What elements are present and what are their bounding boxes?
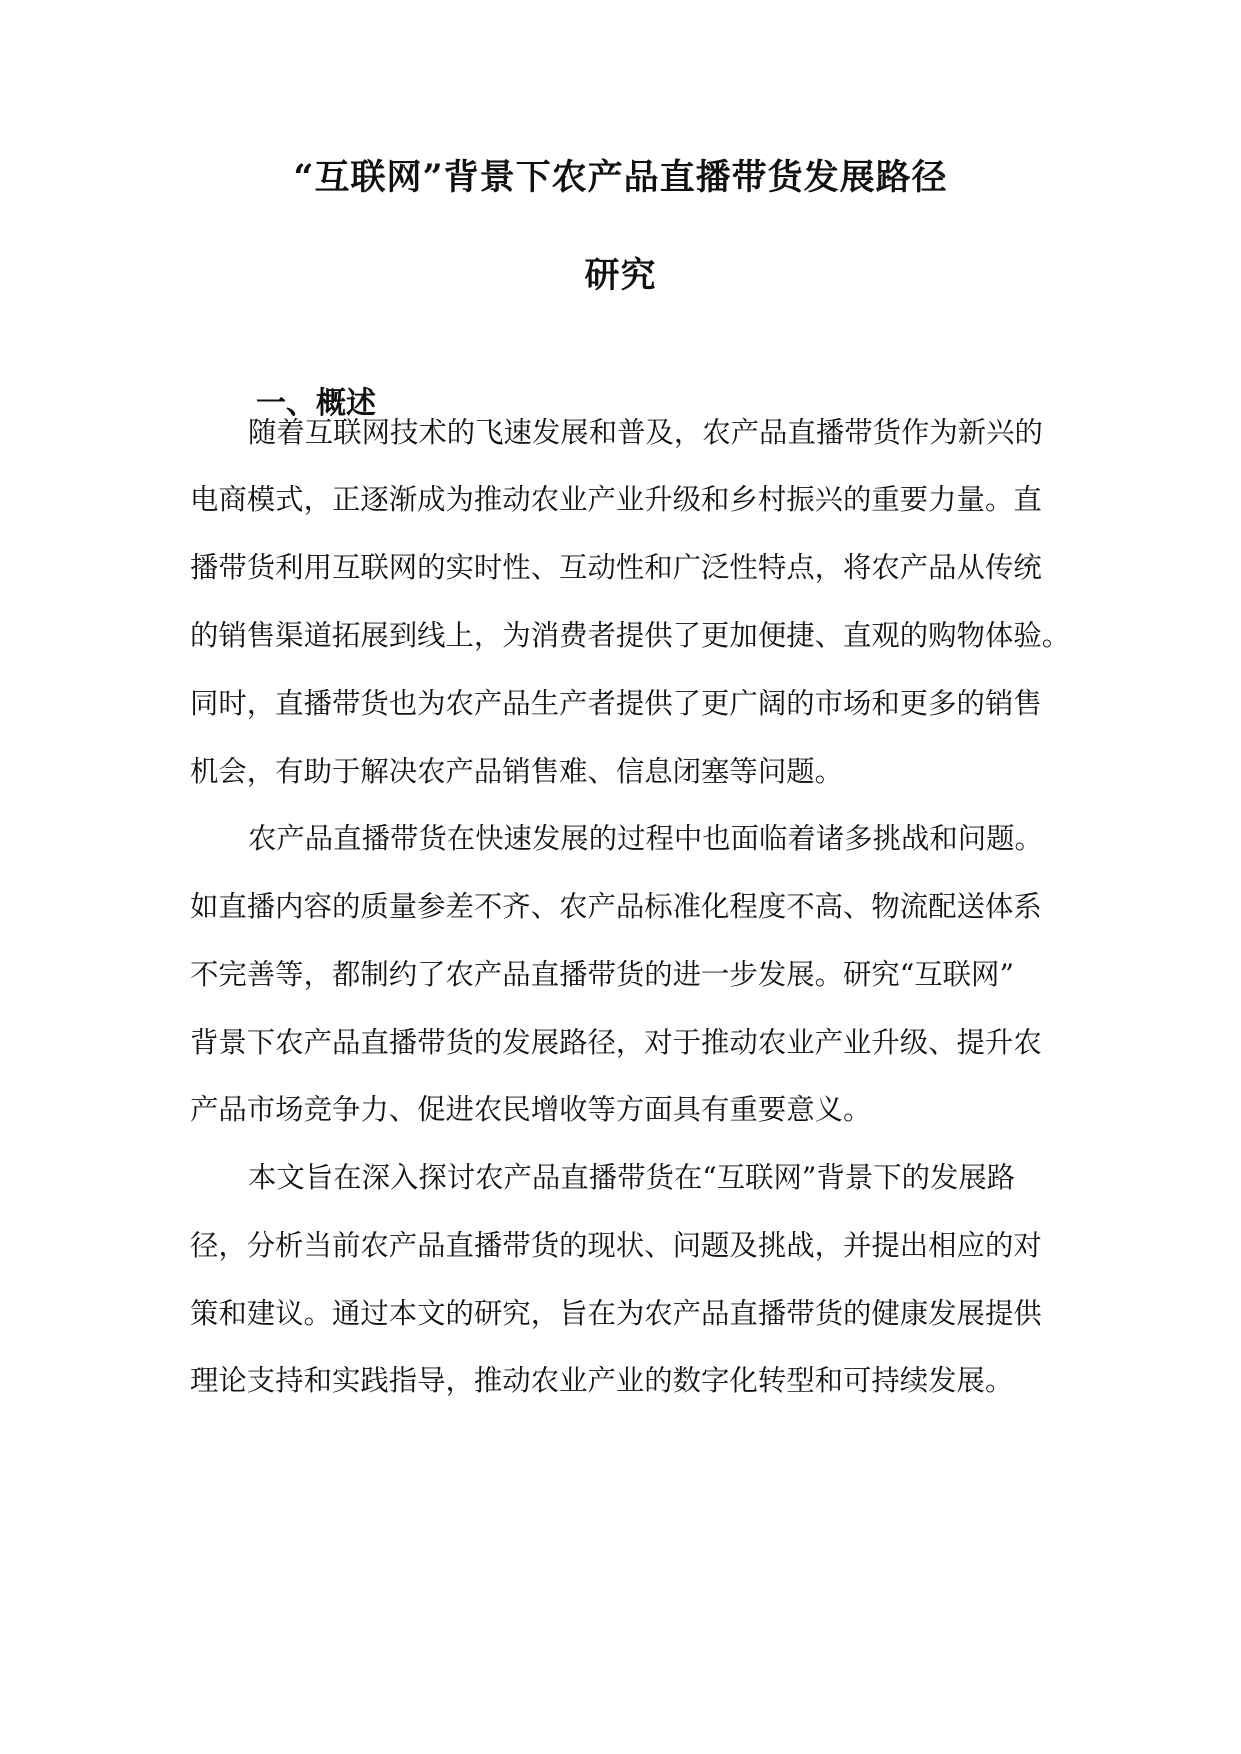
- paragraph-2-line-1: 农产品直播带货在快速发展的过程中也面临着诸多挑战和问题。: [248, 822, 1043, 855]
- paragraph-1-line-3: 播带货利用互联网的实时性、互动性和广泛性特点，将农产品从传统: [190, 551, 1042, 584]
- paragraph-3-line-3: 策和建议。通过本文的研究，旨在为农产品直播带货的健康发展提供: [190, 1297, 1042, 1330]
- paragraph-3-line-1: 本文旨在深入探讨农产品直播带货在“互联网”背景下的发展路: [248, 1161, 1016, 1194]
- paragraph-3-line-4: 理论支持和实践指导，推动农业产业的数字化转型和可持续发展。: [190, 1364, 1014, 1397]
- paragraph-1-line-6: 机会，有助于解决农产品销售难、信息闭塞等问题。: [190, 755, 843, 788]
- paragraph-2-line-5: 产品市场竞争力、促进农民增收等方面具有重要意义。: [190, 1093, 872, 1126]
- paragraph-3-line-2: 径，分析当前农产品直播带货的现状、问题及挑战，并提出相应的对: [190, 1229, 1042, 1262]
- paragraph-1-line-5: 同时，直播带货也为农产品生产者提供了更广阔的市场和更多的销售: [190, 687, 1042, 720]
- paragraph-1-line-2: 电商模式，正逐渐成为推动农业产业升级和乡村振兴的重要力量。直: [190, 483, 1042, 516]
- paragraph-1-line-4: 的销售渠道拓展到线上，为消费者提供了更加便捷、直观的购物体验。: [190, 619, 1071, 652]
- paragraph-2-line-4: 背景下农产品直播带货的发展路径，对于推动农业产业升级、提升农: [190, 1026, 1042, 1059]
- section-heading: 一、概述: [256, 386, 376, 421]
- paragraph-2-line-3: 不完善等，都制约了农产品直播带货的进一步发展。研究“互联网”: [190, 958, 1014, 991]
- paragraph-2-line-2: 如直播内容的质量参差不齐、农产品标准化程度不高、物流配送体系: [190, 890, 1042, 923]
- paragraph-1-line-1: 随着互联网技术的飞速发展和普及，农产品直播带货作为新兴的: [248, 416, 1043, 449]
- document-title-line-1: “互联网”背景下农产品直播带货发展路径: [293, 157, 948, 198]
- document-title-line-2: 研究: [584, 255, 657, 296]
